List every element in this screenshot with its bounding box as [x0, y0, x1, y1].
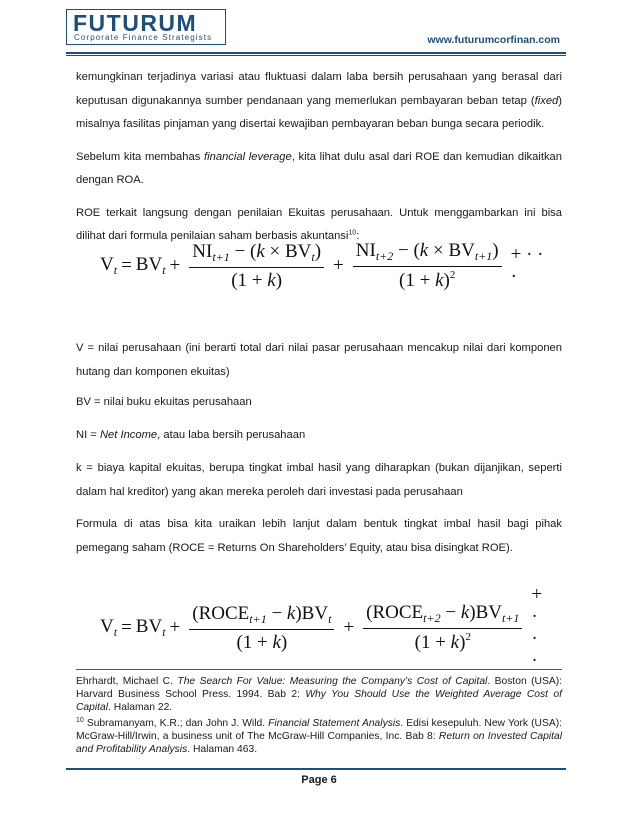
paragraph-leverage-definition — [76, 66, 562, 137]
logo-tagline: Corporate Finance Strategists — [74, 33, 213, 42]
formula-term-2: $\frac{(ROCE_{t+2} - k)BV_{t+1}}{(1 + k)^2}$ — [363, 602, 522, 654]
formula-bv: $BV_t$ — [135, 616, 166, 639]
header-divider — [66, 52, 566, 54]
logo-wordmark: FUTURUM — [73, 10, 198, 36]
page-number: Page 6 — [301, 774, 337, 786]
paragraph-text: NI = — [76, 428, 100, 441]
formula-bv: $BV_t$ — [135, 254, 166, 277]
definition-ni — [76, 424, 562, 448]
valuation-formula-roce — [100, 584, 550, 672]
formula-tail: + · · · — [531, 584, 543, 671]
paragraph-text: ) misalnya fasilitas pinjaman yang disertai kewajiban pembayaran beban bunga secara periodik. — [76, 94, 562, 130]
footnote-9: Ehrhardt, Michael C. The Search For Value: Measuring the Company’s Cost of Capital. Boston (USA): Harvard Business School Press. 1994. Bab 2: Why You Should Use the Weighted Average Cost of Capital. Halaman 22. — [76, 676, 563, 713]
footnote-divider — [76, 669, 562, 670]
formula-plus: + — [333, 255, 344, 276]
paragraph-italic: Net Income — [99, 428, 158, 441]
paragraph-text: , kita lihat dulu asal dari ROE dan kemudian dikaitkan dengan ROA. — [76, 150, 562, 186]
page-body — [76, 66, 562, 259]
footnotes — [76, 675, 562, 756]
paragraph-roe-intro — [76, 146, 562, 193]
formula-equals: = — [121, 255, 132, 276]
paragraph-text: : — [356, 230, 360, 242]
formula-lhs: $V_t$ — [100, 616, 118, 639]
paragraph-text: Sebelum kita membahas — [76, 150, 205, 163]
footnote-ref-10[interactable]: 10 — [348, 229, 357, 237]
definition-bv: BV = nilai buku ekuitas perusahaan — [76, 396, 252, 408]
website-link[interactable]: www.futurumcorfinan.com — [427, 34, 560, 46]
formula-term-1: $\frac{(ROCE_{t+1} - k)BV_t}{(1 + k)}$ — [189, 603, 334, 654]
formula-plus: + — [169, 617, 181, 638]
formula-term-1: $\frac{NI_{t+1} - (k \times BV_t)}{(1 + k)}$ — [189, 241, 324, 292]
paragraph-text: , atau laba bersih perusahaan — [157, 428, 306, 441]
formula-plus: + — [343, 617, 355, 638]
formula-plus: + — [169, 255, 181, 276]
definitions-block — [76, 337, 562, 567]
header-divider-thin — [66, 55, 566, 56]
formula-term-2: $\frac{NI_{t+2} - (k \times BV_{t+1})}{(1 + k)^2}$ — [353, 240, 502, 292]
paragraph-italic: fixed — [534, 94, 559, 107]
definition-k: k = biaya kapital ekuitas, berupa tingkat imbal hasil yang diharapkan (bukan dijanjikan, seperti dalam hal kreditor) yang akan mereka peroleh dari investasi pada perusahaan — [76, 462, 562, 498]
paragraph-text: kemungkinan terjadinya variasi atau fluktuasi dalam laba bersih perusahaan yang berasal dari keputusan digunakannya sumber pendanaan yang memerlukan pembayaran beban tetap ( — [76, 71, 562, 107]
company-logo — [66, 9, 226, 45]
paragraph-text: ROE terkait langsung dengan penilaian Ekuitas perusahaan. Untuk menggambarkan ini bisa dilihat dari formula penilaian saham berbasis akuntansi — [76, 206, 562, 242]
formula-equals: = — [121, 617, 132, 638]
paragraph-italic: financial leverage — [204, 150, 292, 163]
formula-tail: + · · · — [510, 244, 544, 287]
valuation-formula-ni — [100, 240, 550, 292]
formula-lhs: $V_t$ — [100, 254, 118, 277]
footnote-10: $^{10}$ Subramanyam, K.R.; dan John J. Wild. Financial Statement Analysis. Edisi kesepuluh. New York (USA): McGraw-Hill/Irwin, a business unit of The McGraw-Hill Companies, Inc. Bab 8: Return on Invested Capital and Profitability Analysis. Halaman 463. — [76, 717, 562, 755]
definition-v: V = nilai perusahaan (ini berarti total dari nilai pasar perusahaan mencakup nilai dari komponen hutang dan komponen ekuitas) — [76, 342, 562, 378]
paragraph-roce-intro: Formula di atas bisa kita uraikan lebih lanjut dalam bentuk tingkat imbal hasil bagi pihak pemegang saham (ROCE = Returns On Shareholders’ Equity, atau bisa disingkat ROE). — [76, 518, 562, 554]
footer-divider — [66, 768, 566, 770]
